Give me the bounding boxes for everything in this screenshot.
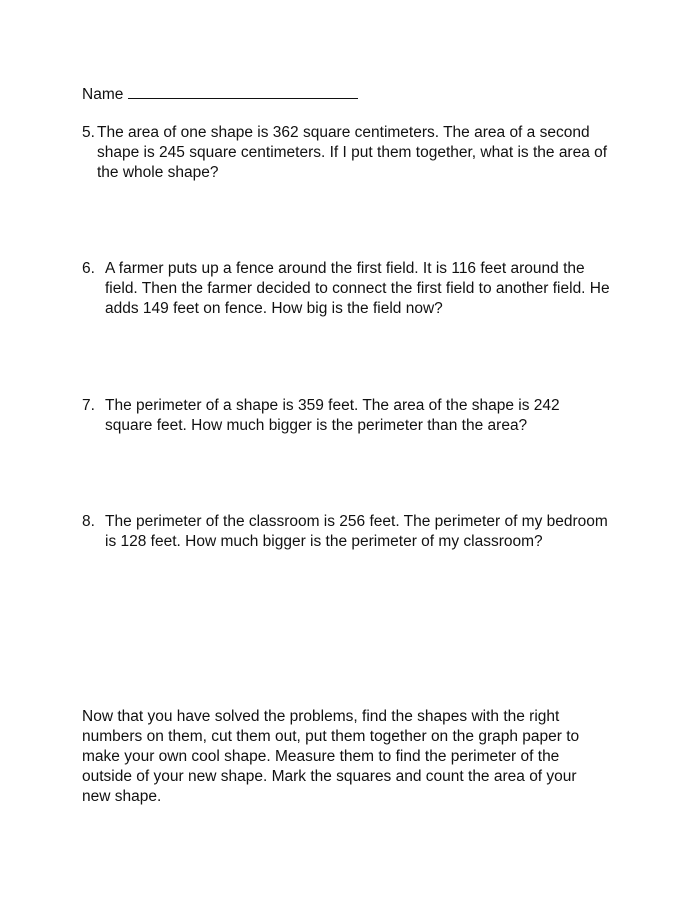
problem-text: A farmer puts up a fence around the first field. It is 116 feet around the field. Then the farmer decided to connect the first field to another field. He adds 149 feet on fence. How big is the field now?	[105, 260, 610, 317]
problem-5	[82, 123, 622, 183]
problem-text: The perimeter of a shape is 359 feet. The area of the shape is 242 square feet. How much bigger is the perimeter than the area?	[105, 397, 560, 434]
problem-number: 7.	[82, 397, 95, 414]
problem-7	[82, 396, 622, 436]
problem-number: 6.	[82, 260, 95, 277]
problem-6	[82, 259, 622, 319]
problem-text: The perimeter of the classroom is 256 feet. The perimeter of my bedroom is 128 feet. How much bigger is the perimeter of my classroom?	[105, 513, 608, 550]
problem-number: 5.	[82, 124, 95, 141]
instructions-paragraph: Now that you have solved the problems, find the shapes with the right numbers on them, cut them out, put them together on the graph paper to make your own cool shape. Measure them to find the perimeter of the outside of your new shape. Mark the squares and count the area of your new shape.	[82, 708, 580, 805]
problem-number: 8.	[82, 513, 95, 530]
problem-text: The area of one shape is 362 square centimeters. The area of a second shape is 245 square centimeters. If I put them together, what is the area of the whole shape?	[97, 124, 608, 181]
problem-8	[82, 512, 622, 552]
name-blank-line[interactable]	[128, 84, 358, 99]
name-field-row	[82, 84, 382, 105]
name-label: Name	[82, 86, 124, 103]
